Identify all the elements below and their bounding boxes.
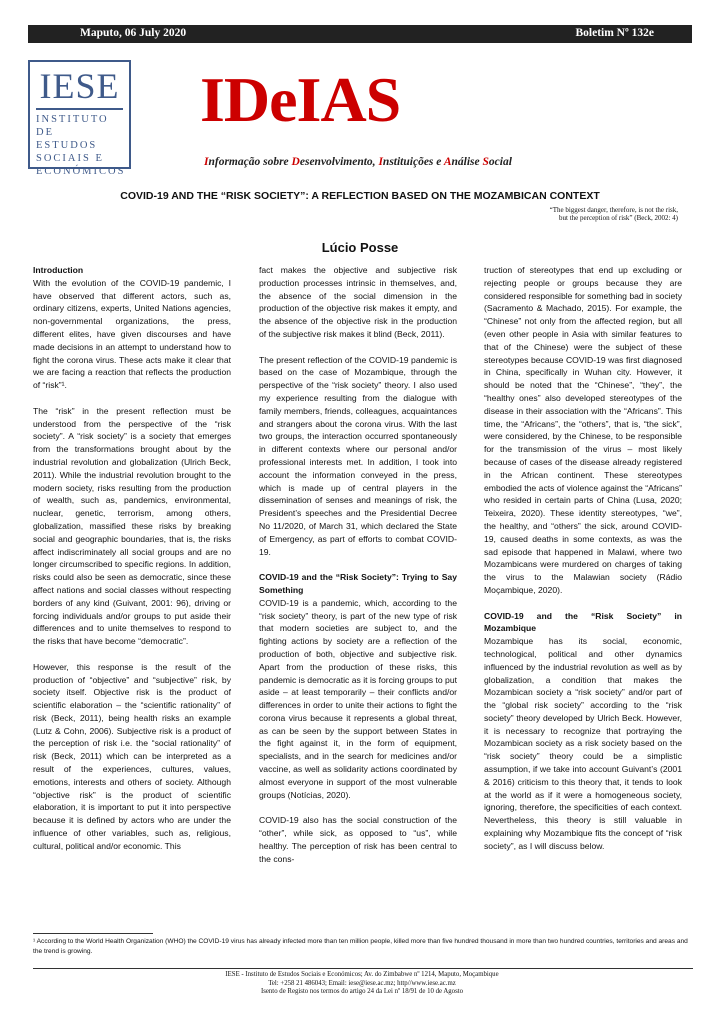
section-heading: COVID-19 and the “Risk Society”: Trying to Say Something [259, 572, 457, 595]
iese-logo [28, 60, 131, 177]
body-paragraph: COVID-19 is a pandemic, which, according to the “risk society” theory, is part of the new type of risk that modern societies are subject to, and the fighting actions by society are a reflection of the production of both, objective and subjective risk. Apart from the production of these risks, this pandemic is democratic as it is forcing groups to put aside – at least temporarily – their conflicts and/or differences in order to unite their actions to fight the corona virus because it represents a global threat, as can be seen by the support between States in the fight against it, in the form of equipment, specialists, and in the search for medicines and/or vaccine, as well as solidarity actions coordinated by almost everyone in support of the most vulnerable groups (Notícias, 2020). [259, 597, 457, 800]
logo-line: SOCIAIS E [36, 153, 104, 164]
tagline-segment: nstituições e [382, 156, 444, 168]
bulletin-number: Boletim Nº 132e [575, 27, 654, 39]
tagline-segment: I [204, 156, 209, 168]
publication-tagline [204, 156, 512, 168]
tagline-segment: I [378, 156, 383, 168]
footer-address: IESE - Instituto de Estudos Sociais e Económicos; Av. do Zimbabwe nº 1214, Maputo, Moçambique [225, 971, 499, 978]
epigraph-quote [550, 206, 678, 222]
footnote: ¹ According to the World Health Organization (WHO) the COVID-19 virus has already infected more than ten million people, killed more than five hundred thousand in more than two hundred countries, territories and areas and the trend is growing. [33, 938, 688, 955]
body-paragraph: However, this response is the result of the production of “objective” and “subjective” risk, by society itself. Objective risk is the product of scientific elaboration – the “scientific rationality” of risk (Beck, 2011), being health risks an example (Lutz & Cohn, 2006). Subjective risk is a product of the perception of risk i.e. the “social rationality” of risk (Beck, 2011) which can be interpreted as a result of the experiences, cultures, values, emotions, interests and others of society. Although “objective risk” is the product of scientific elaboration, it is important to put it into perspective because it is defined by actors who are under the influence of other variables, such as, religious, cultural, political and/or economic. This [33, 661, 231, 851]
body-paragraph: fact makes the objective and subjective risk production processes intrinsic in themselves, and, the absence of the social dimension in the production of the objective risk makes it empty, and the absence of the objective risk in the production of the subjective risk makes it blind (Beck, 2011). [259, 265, 457, 339]
article-author: Lúcio Posse [321, 240, 399, 255]
header-bar [28, 25, 692, 43]
footer-divider [33, 968, 693, 969]
issue-date: Maputo, 06 July 2020 [80, 27, 187, 39]
body-paragraph: With the evolution of the COVID-19 pandemic, I have observed that different actors, such as, ordinary citizens, experts, United Nations agencies, non-governmental organizations, the press, different elites, have given discourses and have made decisions in an attempt to understand how to fight the corona virus. These acts make it clear that we are facing a reaction that reflects the production of “risk”¹. [33, 277, 231, 391]
tagline-segment: esenvolvimento, [299, 156, 379, 168]
article-column-1 [33, 264, 231, 865]
tagline-segment: nformação sobre [208, 156, 292, 168]
body-paragraph: The “risk” in the present reflection must be understood from the perspective of the “risk society”. A “risk society” is a society that emerges from the transformations brought about by the industrial revolution and globalization (Ulrich Beck, 2011). While the industrial revolution brought to the modern society, risks resulting from the production of wealth, such as, pandemics, environmental, nuclear, genetic, terrorism, among others, globalization, massified these risks by breaking social and geographic boundaries, that is, the risks affect indiscriminately all social groups and are no longer circumscribed to specific regions. In addition, risks could also be seen as democratic, since these affect nations and social classes without respecting borders of any kind (Guivant, 2001: 96), driving or forcing individuals and/or groups to put aside their differences and to unite themselves to respond to the risks that have become “democratic”. [33, 405, 231, 647]
body-paragraph: truction of stereotypes that end up excluding or rejecting people or groups because they are considered responsible for something bad in society (Sacramento & Machado, 2015). For example, the “Chinese” not only from the affected region, but all (even other people in Asia with similar features to that of the Chinese) were the subject of these stereotypes because COVID-19 was first diagnosed in China, specifically in Wuhan city. However, it should be noted that the “Chinese”, “they”, the “healthy ones” also developed stereotypes of the disease in their association with the “Africans”. This time, the “Africans”, the “others”, that is, “the sick”, were considered, by the Chinese, to be responsible for the transmission of the virus – most likely because of cases of the disease already registered in the African continent. These stereotypes embodied the acts of violence against the “Africans” who resided in certain parts of China (Lusa, 2020; Teixeira, 2020). These identity stereotypes, “we”, the healthy, and “others” the sick, around COVID-19, caused deaths in some contexts, as was the sad episode that happened in Malawi, where two Mozambicans were murdered on charges of taking the virus to the Malawian society (Rádio Moçambique, 2020). [484, 265, 682, 595]
logo-line: ECONÓMICOS [36, 166, 126, 177]
logo-fullname [36, 113, 126, 178]
quote-line: “The biggest danger, therefore, is not the risk, [549, 206, 678, 214]
body-paragraph: The present reflection of the COVID-19 pandemic is based on the case of Mozambique, through the perspective of the “risk society” theory. I also used my experience resulting from the dialogue with family members, friends, colleagues, acquaintances and strangers about the corona virus. With the last two groups, the interaction occurred spontaneously in different contexts where our personal and/or professional interests met. In addition, I took into account the information conveyed in the press, which is made up of central players in the dissemination of senses and meanings of risk, the President’s speeches and the Presidential Decree No 11/2020, of March 31, which declared the State of Emergency, as part of efforts to combat COVID-19. [259, 354, 457, 557]
body-paragraph: COVID-19 also has the social construction of the “other”, while sick, as opposed to “us”, while healthy. The perception of risk has been central to the cons- [259, 815, 457, 864]
tagline-segment: S [482, 156, 489, 168]
logo-line: INSTITUTO DE [36, 114, 109, 138]
quote-line: but the perception of risk” (Beck, 2002: 4) [559, 214, 678, 222]
publication-brand: IDeIAS [200, 64, 401, 135]
article-title: COVID-19 AND THE “RISK SOCIETY”: A REFLECTION BASED ON THE MOZAMBICAN CONTEXT [120, 190, 600, 202]
footer-legal: Isento de Registo nos termos do artigo 24 da Lei nº 18/91 de 10 de Agosto [260, 988, 464, 996]
tagline-segment: nálise [451, 156, 483, 168]
tagline-segment: D [291, 156, 300, 168]
footer-contact: Tel: +258 21 486043; Email: iese@iese.ac.mz; http//www.iese.ac.mz [268, 979, 456, 987]
logo-acronym: IESE [39, 66, 120, 106]
tagline-segment: ocial [488, 156, 512, 168]
body-paragraph: Mozambique has its social, economic, technological, political and other dynamics influenced by the industrial revolution as well as by globalization, a condition that makes the Mozambican society a “risk society” and/or part of the “global risk society” according to the “risk society” theory developed by Ulrich Beck. However, it is necessary to recognize that portraying the Mozambican society as a risk society based on the “risk society” theory could be a simplistic assumption, if we take into account Guivant’s (2001 & 2016) criticism to this theory that, it tends to look at the world as if it were a homogeneous society, ignoring, therefore, the specificities of each context. Nevertheless, this theory is still valuable in explaining why Mozambique fits the concept of “risk society”, as I will discuss below. [484, 636, 682, 851]
logo-divider [36, 108, 123, 110]
article-column-2 [259, 264, 457, 878]
section-heading: COVID-19 and the “Risk Society” in Mozambique [484, 610, 682, 634]
tagline-segment: A [443, 156, 452, 168]
section-heading: Introduction [33, 265, 84, 275]
footnote-divider [33, 933, 153, 934]
page-footer [28, 971, 696, 997]
article-column-3 [484, 264, 682, 865]
logo-line: ESTUDOS [36, 140, 98, 151]
